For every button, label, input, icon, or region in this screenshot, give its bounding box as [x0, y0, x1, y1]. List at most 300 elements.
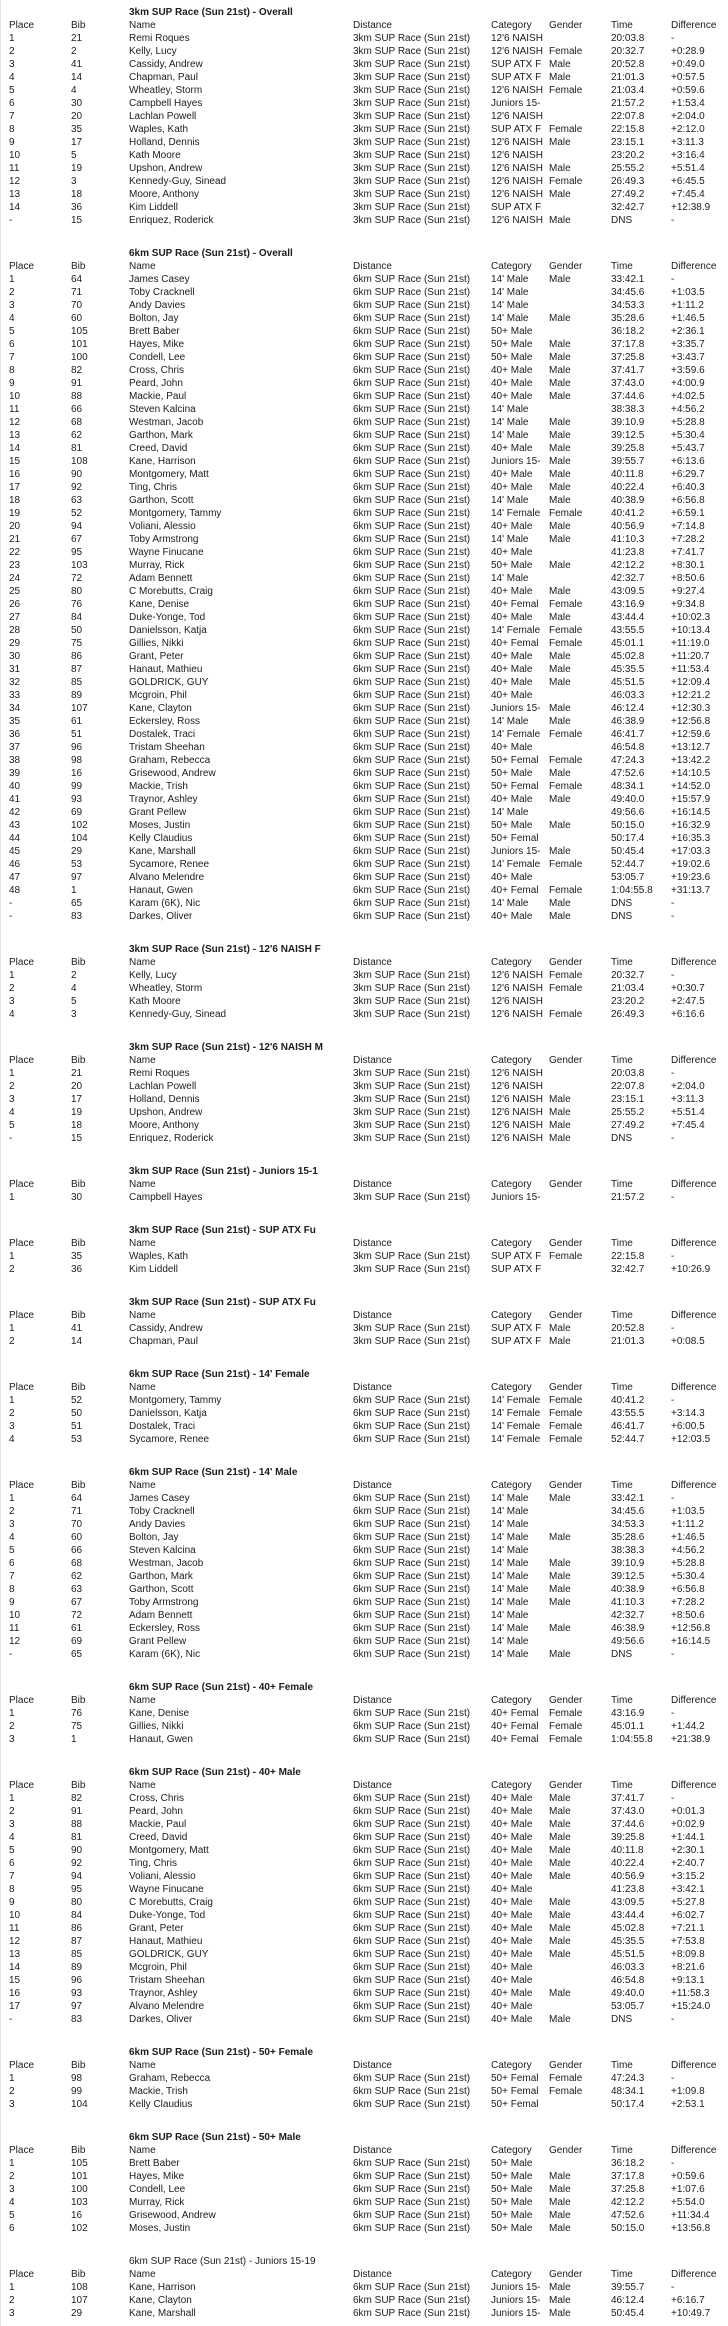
table-row: [9, 1831, 728, 1844]
cell-gender: [549, 1635, 611, 1648]
cell-name: Mcgroin, Phil: [129, 1962, 187, 1973]
cell-distance: 6km SUP Race (Sun 21st): [353, 1506, 471, 1517]
cell-place: 25: [9, 586, 21, 597]
race-results-table: [1, 247, 728, 923]
cell-category: 12'6 NAISH: [491, 1133, 543, 1144]
cell-distance: 6km SUP Race (Sun 21st): [353, 625, 471, 636]
cell-gender: Male: [549, 1923, 571, 1934]
cell-difference: +2:53.1: [671, 2099, 705, 2110]
column-header-difference: Difference: [671, 2269, 717, 2280]
cell-category: 50+ Male: [491, 560, 533, 571]
table-row: [9, 995, 728, 1008]
cell-gender: Male: [549, 1107, 571, 1118]
cell-difference: +2:12.0: [671, 124, 705, 135]
cell-bib: 14: [71, 1336, 83, 1347]
column-header-time: Time: [611, 1382, 633, 1393]
cell-name: Gillies, Nikki: [129, 1721, 184, 1732]
cell-bib: 4: [71, 85, 77, 96]
cell-gender: Male: [549, 495, 571, 506]
table-row: [9, 611, 728, 624]
cell-name: Cassidy, Andrew: [129, 1323, 203, 1334]
cell-name: Cross, Chris: [129, 1793, 185, 1804]
cell-difference: -: [671, 1192, 675, 1203]
column-header-distance: Distance: [353, 2060, 392, 2071]
column-header-gender: Gender: [549, 1780, 583, 1791]
cell-distance: 3km SUP Race (Sun 21st): [353, 46, 471, 57]
column-header-name: Name: [129, 1382, 156, 1393]
cell-category: Juniors 15-: [491, 1192, 541, 1203]
cell-gender: Male: [549, 820, 571, 831]
cell-time: 40:11.8: [611, 1845, 644, 1856]
cell-name: Westman, Jacob: [129, 1558, 204, 1569]
column-header-name: Name: [129, 1179, 156, 1190]
cell-place: 10: [9, 150, 21, 161]
cell-category: 40+ Male: [491, 1832, 533, 1843]
cell-distance: 6km SUP Race (Sun 21st): [353, 1897, 471, 1908]
cell-name: Duke-Yonge, Tod: [129, 1910, 206, 1921]
cell-distance: 6km SUP Race (Sun 21st): [353, 729, 471, 740]
cell-category: 14' Male: [491, 534, 529, 545]
cell-gender: Male: [549, 846, 571, 857]
column-header-gender: Gender: [549, 2060, 583, 2071]
cell-name: Wayne Finucane: [129, 1884, 204, 1895]
cell-category: 40+ Male: [491, 651, 533, 662]
table-title: 3km SUP Race (Sun 21st) - 12'6 NAISH F: [129, 944, 321, 955]
cell-name: Toby Cracknell: [129, 1506, 195, 1517]
cell-name: Adam Bennett: [129, 1610, 193, 1621]
cell-gender: Male: [549, 1806, 571, 1817]
cell-distance: 6km SUP Race (Sun 21st): [353, 1975, 471, 1986]
cell-name: Garthon, Mark: [129, 1571, 193, 1582]
cell-distance: 6km SUP Race (Sun 21st): [353, 1734, 471, 1745]
table-header-row: [9, 2268, 728, 2281]
cell-difference: +3:42.1: [671, 1884, 705, 1895]
column-header-time: Time: [611, 1179, 633, 1190]
cell-category: 14' Male: [491, 573, 529, 584]
cell-category: 14' Female: [491, 729, 541, 740]
column-header-bib: Bib: [71, 1055, 86, 1066]
table-row: [9, 2183, 728, 2196]
column-header-name: Name: [129, 261, 156, 272]
cell-distance: 3km SUP Race (Sun 21st): [353, 1107, 471, 1118]
cell-difference: +7:28.2: [671, 1597, 705, 1608]
cell-time: 46:12.4: [611, 703, 645, 714]
cell-time: 46:41.7: [611, 1421, 645, 1432]
cell-difference: +1:44.1: [671, 1832, 705, 1843]
table-row: [9, 637, 728, 650]
cell-time: 45:01.1: [611, 638, 645, 649]
cell-distance: 6km SUP Race (Sun 21st): [353, 807, 471, 818]
cell-difference: +12:03.5: [671, 1434, 711, 1445]
cell-gender: Male: [549, 1793, 571, 1804]
cell-name: Murray, Rick: [129, 2197, 185, 2208]
cell-name: Montgomery, Tammy: [129, 1395, 222, 1406]
cell-name: Traynor, Ashley: [129, 794, 198, 805]
cell-gender: Male: [549, 391, 571, 402]
cell-gender: Female: [549, 1408, 583, 1419]
cell-distance: 6km SUP Race (Sun 21st): [353, 404, 471, 415]
column-header-category: Category: [491, 1179, 532, 1190]
cell-gender: Male: [549, 1094, 571, 1105]
cell-gender: [549, 572, 611, 585]
cell-difference: +3:43.7: [671, 352, 705, 363]
cell-difference: +5:43.7: [671, 443, 705, 454]
cell-time: 42:12.2: [611, 560, 645, 571]
cell-time: DNS: [611, 215, 633, 226]
cell-place: 4: [9, 2197, 15, 2208]
cell-distance: 6km SUP Race (Sun 21st): [353, 508, 471, 519]
cell-bib: 107: [71, 703, 88, 714]
cell-time: 39:12.5: [611, 430, 645, 441]
cell-bib: 5: [71, 996, 77, 1007]
cell-difference: +12:38.9: [671, 202, 711, 213]
cell-distance: 6km SUP Race (Sun 21st): [353, 274, 471, 285]
cell-time: 45:01.1: [611, 1721, 645, 1732]
cell-name: Cross, Chris: [129, 365, 185, 376]
cell-bib: 69: [71, 1636, 83, 1647]
cell-name: Condell, Lee: [129, 352, 186, 363]
cell-difference: -: [671, 274, 675, 285]
column-header-name: Name: [129, 1055, 156, 1066]
table-row: [9, 819, 728, 832]
cell-time: 46:38.9: [611, 716, 645, 727]
cell-time: 37:43.0: [611, 378, 645, 389]
cell-category: 14' Male: [491, 1545, 529, 1556]
cell-place: 7: [9, 1571, 15, 1582]
cell-difference: -: [671, 2014, 675, 2025]
cell-distance: 6km SUP Race (Sun 21st): [353, 469, 471, 480]
cell-distance: 6km SUP Race (Sun 21st): [353, 2197, 471, 2208]
cell-gender: Male: [549, 716, 571, 727]
table-row: [9, 969, 728, 982]
cell-name: Hanaut, Gwen: [129, 885, 193, 896]
cell-distance: 6km SUP Race (Sun 21st): [353, 1623, 471, 1634]
cell-time: 21:57.2: [611, 98, 645, 109]
cell-distance: 6km SUP Race (Sun 21st): [353, 430, 471, 441]
cell-name: Darkes, Oliver: [129, 2014, 193, 2025]
cell-time: 40:22.4: [611, 1858, 645, 1869]
table-row: [9, 858, 728, 871]
cell-gender: Female: [549, 983, 583, 994]
cell-difference: +3:11.3: [671, 1094, 704, 1105]
cell-name: Kane, Marshall: [129, 2308, 196, 2319]
cell-difference: +12:30.3: [671, 703, 711, 714]
cell-bib: 94: [71, 521, 83, 532]
column-header-difference: Difference: [671, 1382, 717, 1393]
cell-gender: Male: [549, 378, 571, 389]
cell-difference: +7:28.2: [671, 534, 705, 545]
cell-difference: +1:11.2: [671, 1519, 704, 1530]
cell-difference: +7:21.1: [671, 1923, 705, 1934]
cell-bib: 107: [71, 2295, 88, 2306]
cell-time: 45:35.5: [611, 664, 645, 675]
cell-difference: +12:09.4: [671, 677, 711, 688]
cell-bib: 67: [71, 534, 83, 545]
column-header-distance: Distance: [353, 957, 392, 968]
cell-category: SUP ATX F: [491, 1251, 542, 1262]
cell-distance: 6km SUP Race (Sun 21st): [353, 872, 471, 883]
cell-name: Upshon, Andrew: [129, 1107, 203, 1118]
cell-gender: [549, 1263, 611, 1276]
column-header-bib: Bib: [71, 1179, 86, 1190]
cell-bib: 102: [71, 820, 88, 831]
table-row: [9, 175, 728, 188]
cell-place: 4: [9, 1532, 15, 1543]
cell-distance: 6km SUP Race (Sun 21st): [353, 1493, 471, 1504]
cell-place: 6: [9, 2223, 15, 2234]
cell-bib: 14: [71, 72, 83, 83]
cell-difference: -: [671, 1395, 675, 1406]
column-header-name: Name: [129, 1238, 156, 1249]
table-row: [9, 728, 728, 741]
cell-category: Juniors 15-: [491, 456, 541, 467]
table-row: [9, 136, 728, 149]
cell-distance: 3km SUP Race (Sun 21st): [353, 163, 471, 174]
cell-name: Holland, Dennis: [129, 137, 200, 148]
cell-time: 34:53.3: [611, 1519, 645, 1530]
cell-time: 37:41.7: [611, 1793, 645, 1804]
cell-distance: 6km SUP Race (Sun 21st): [353, 1988, 471, 1999]
cell-category: 40+ Male: [491, 612, 533, 623]
cell-distance: 6km SUP Race (Sun 21st): [353, 300, 471, 311]
cell-distance: 3km SUP Race (Sun 21st): [353, 1081, 471, 1092]
cell-place: 1: [9, 970, 15, 981]
cell-distance: 6km SUP Race (Sun 21st): [353, 820, 471, 831]
cell-category: 40+ Male: [491, 482, 533, 493]
table-header-row: [9, 1479, 728, 1492]
cell-place: 3: [9, 1421, 15, 1432]
cell-category: 14' Female: [491, 1408, 541, 1419]
cell-difference: +1:53.4: [671, 98, 705, 109]
cell-category: 40+ Male: [491, 2014, 533, 2025]
cell-distance: 6km SUP Race (Sun 21st): [353, 690, 471, 701]
table-header-row: [9, 1054, 728, 1067]
cell-time: 20:32.7: [611, 46, 645, 57]
cell-category: 14' Male: [491, 430, 529, 441]
cell-gender: Female: [549, 859, 583, 870]
cell-name: Kane, Denise: [129, 599, 190, 610]
cell-difference: +8:50.6: [671, 573, 705, 584]
cell-place: 5: [9, 1845, 15, 1856]
cell-difference: +12:56.8: [671, 716, 711, 727]
cell-place: 9: [9, 1597, 15, 1608]
cell-bib: 51: [71, 1421, 83, 1432]
column-header-difference: Difference: [671, 1238, 717, 1249]
cell-category: 12'6 NAISH: [491, 1107, 543, 1118]
cell-place: 11: [9, 404, 20, 415]
cell-bib: 90: [71, 469, 83, 480]
cell-distance: 6km SUP Race (Sun 21st): [353, 365, 471, 376]
cell-time: 50:45.4: [611, 2308, 645, 2319]
table-row: [9, 2072, 728, 2085]
cell-name: Garthon, Scott: [129, 1584, 194, 1595]
cell-gender: Male: [549, 2184, 571, 2195]
cell-gender: [549, 806, 611, 819]
cell-category: 40+ Male: [491, 1923, 533, 1934]
cell-gender: Male: [549, 365, 571, 376]
cell-difference: +0:59.6: [671, 2171, 705, 2182]
cell-place: 3: [9, 2308, 15, 2319]
table-row: [9, 1635, 728, 1648]
cell-category: SUP ATX F: [491, 1264, 542, 1275]
column-header-name: Name: [129, 2269, 156, 2280]
cell-bib: 41: [71, 1323, 83, 1334]
cell-gender: [549, 1505, 611, 1518]
cell-bib: 68: [71, 417, 83, 428]
table-title: 6km SUP Race (Sun 21st) - 40+ Male: [129, 1767, 301, 1778]
column-header-bib: Bib: [71, 1780, 86, 1791]
cell-name: Darkes, Oliver: [129, 911, 193, 922]
table-row: [9, 351, 728, 364]
cell-bib: 89: [71, 1962, 83, 1973]
cell-time: 46:54.8: [611, 742, 645, 753]
cell-time: 25:55.2: [611, 163, 645, 174]
cell-bib: 102: [71, 2223, 88, 2234]
cell-name: GOLDRICK, GUY: [129, 1949, 209, 1960]
cell-name: C Morebutts, Craig: [129, 1897, 213, 1908]
cell-difference: +2:36.1: [671, 326, 705, 337]
cell-time: 21:01.3: [611, 72, 645, 83]
race-results-table: [1, 1165, 728, 1204]
cell-distance: 6km SUP Race (Sun 21st): [353, 885, 471, 896]
cell-bib: 19: [71, 163, 83, 174]
table-row: [9, 1080, 728, 1093]
column-header-place: Place: [9, 1695, 35, 1706]
cell-place: 27: [9, 612, 21, 623]
cell-bib: 86: [71, 1923, 83, 1934]
cell-bib: 64: [71, 274, 83, 285]
cell-category: 50+ Femal: [491, 2073, 539, 2084]
cell-difference: +19:23.6: [671, 872, 711, 883]
column-header-category: Category: [491, 2145, 532, 2156]
cell-difference: +10:49.7: [671, 2308, 711, 2319]
cell-category: 50+ Male: [491, 820, 533, 831]
cell-distance: 6km SUP Race (Sun 21st): [353, 1923, 471, 1934]
table-row: [9, 780, 728, 793]
cell-difference: +16:32.9: [671, 820, 711, 831]
table-row: [9, 1596, 728, 1609]
cell-bib: 61: [71, 1623, 83, 1634]
cell-category: 12'6 NAISH: [491, 970, 543, 981]
cell-category: 40+ Male: [491, 1897, 533, 1908]
cell-gender: Male: [549, 469, 571, 480]
cell-bib: 50: [71, 625, 83, 636]
cell-bib: 53: [71, 1434, 83, 1445]
cell-name: Remi Roques: [129, 1068, 190, 1079]
cell-distance: 6km SUP Race (Sun 21st): [353, 1806, 471, 1817]
cell-name: Hayes, Mike: [129, 2171, 185, 2182]
cell-category: 50+ Femal: [491, 781, 539, 792]
table-header-row: [9, 1309, 728, 1322]
cell-place: 5: [9, 85, 15, 96]
cell-difference: +2:40.7: [671, 1858, 705, 1869]
cell-name: Toby Armstrong: [129, 1597, 199, 1608]
cell-category: 40+ Femal: [491, 1721, 539, 1732]
cell-category: 14' Male: [491, 1519, 529, 1530]
cell-difference: +6:56.8: [671, 1584, 705, 1595]
column-header-time: Time: [611, 1310, 633, 1321]
cell-name: Kelly Claudius: [129, 2099, 193, 2110]
cell-category: 12'6 NAISH: [491, 176, 543, 187]
cell-place: 3: [9, 1519, 15, 1530]
cell-place: 20: [9, 521, 21, 532]
cell-time: 37:25.8: [611, 352, 645, 363]
cell-name: Traynor, Ashley: [129, 1988, 198, 1999]
cell-gender: Male: [549, 2171, 571, 2182]
column-header-difference: Difference: [671, 2145, 717, 2156]
race-results-table: [1, 2046, 728, 2111]
cell-name: Grisewood, Andrew: [129, 768, 216, 779]
cell-bib: 70: [71, 1519, 83, 1530]
cell-place: 1: [9, 1708, 15, 1719]
cell-gender: Male: [549, 560, 571, 571]
cell-time: 23:15.1: [611, 137, 645, 148]
cell-name: Garthon, Scott: [129, 495, 194, 506]
cell-time: 37:17.8: [611, 339, 645, 350]
cell-place: 1: [9, 33, 15, 44]
cell-distance: 6km SUP Race (Sun 21st): [353, 1395, 471, 1406]
cell-name: Tristam Sheehan: [129, 742, 205, 753]
cell-name: Lachlan Powell: [129, 111, 197, 122]
column-header-gender: Gender: [549, 1055, 583, 1066]
cell-name: Campbell Hayes: [129, 1192, 203, 1203]
table-row: [9, 1531, 728, 1544]
cell-place: -: [9, 898, 13, 909]
cell-category: 12'6 NAISH: [491, 1009, 543, 1020]
cell-gender: Male: [549, 2223, 571, 2234]
table-row: [9, 1609, 728, 1622]
cell-time: 42:12.2: [611, 2197, 645, 2208]
race-results-table: [1, 1681, 728, 1746]
cell-category: 40+ Male: [491, 365, 533, 376]
cell-place: 4: [9, 1434, 15, 1445]
table-row: [9, 32, 728, 45]
cell-distance: 6km SUP Race (Sun 21st): [353, 2158, 471, 2169]
cell-distance: 6km SUP Race (Sun 21st): [353, 339, 471, 350]
cell-distance: 3km SUP Race (Sun 21st): [353, 1264, 471, 1275]
cell-difference: +0:02.9: [671, 1819, 705, 1830]
cell-name: Kane, Clayton: [129, 2295, 192, 2306]
cell-place: 37: [9, 742, 21, 753]
column-header-name: Name: [129, 1695, 156, 1706]
cell-place: 44: [9, 833, 21, 844]
cell-difference: -: [671, 2282, 675, 2293]
cell-place: 33: [9, 690, 21, 701]
cell-time: DNS: [611, 2014, 633, 2025]
cell-difference: +7:45.4: [671, 189, 705, 200]
cell-time: 39:10.9: [611, 1558, 645, 1569]
cell-time: 35:28.6: [611, 1532, 645, 1543]
cell-distance: 6km SUP Race (Sun 21st): [353, 781, 471, 792]
cell-place: 1: [9, 1068, 15, 1079]
cell-distance: 6km SUP Race (Sun 21st): [353, 1434, 471, 1445]
cell-place: 7: [9, 352, 15, 363]
cell-place: 11: [9, 1923, 20, 1934]
cell-distance: 6km SUP Race (Sun 21st): [353, 534, 471, 545]
cell-difference: +6:45.5: [671, 176, 705, 187]
cell-category: 14' Male: [491, 1584, 529, 1595]
cell-name: Sycamore, Renee: [129, 1434, 210, 1445]
cell-time: DNS: [611, 898, 633, 909]
cell-gender: Male: [549, 59, 571, 70]
cell-place: 46: [9, 859, 21, 870]
cell-place: 8: [9, 365, 15, 376]
table-row: [9, 162, 728, 175]
cell-time: 49:56.6: [611, 1636, 645, 1647]
cell-name: Wayne Finucane: [129, 547, 204, 558]
cell-place: 6: [9, 1558, 15, 1569]
table-row: [9, 884, 728, 897]
